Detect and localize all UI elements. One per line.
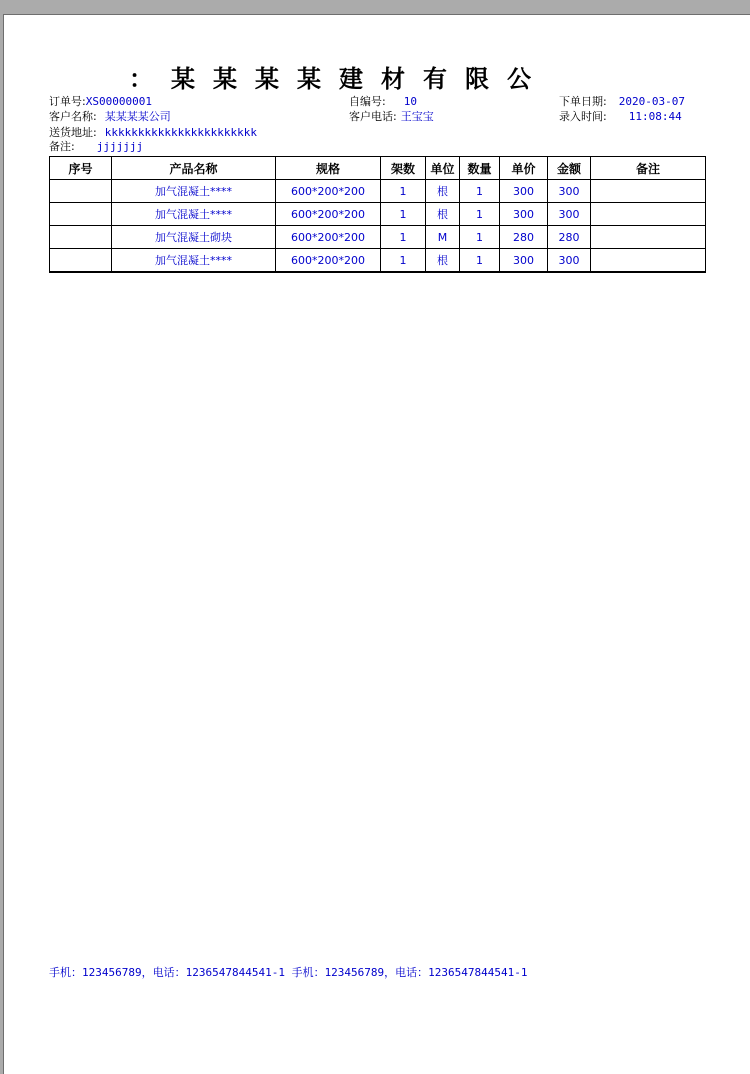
self-number-label: 自编号: xyxy=(349,95,386,108)
spec-cell: 600*200*200 xyxy=(276,180,381,203)
customer-name-label: 客户名称: xyxy=(49,110,97,123)
remark-cell xyxy=(591,226,706,249)
entry-time-value: 11:08:44 xyxy=(628,110,682,123)
entry-time-field xyxy=(559,110,682,124)
spec-cell: 600*200*200 xyxy=(276,249,381,273)
product-name-cell: 加气混凝土**** xyxy=(112,180,276,203)
order-date-value: 2020-03-07 xyxy=(618,95,685,108)
order-number-label: 订单号: xyxy=(49,95,86,108)
remark-value: jjjjjjj xyxy=(96,140,144,153)
unit-price-cell: 300 xyxy=(500,180,548,203)
rack-count-cell: 1 xyxy=(381,249,426,273)
delivery-address-label: 送货地址: xyxy=(49,126,97,139)
header-cell: 序号 xyxy=(50,157,112,180)
delivery-address-value: kkkkkkkkkkkkkkkkkkkkkkk xyxy=(104,126,258,139)
customer-name-field xyxy=(49,110,171,124)
order-items-table xyxy=(49,156,706,273)
product-name-cell: 加气混凝土**** xyxy=(112,203,276,226)
table-row xyxy=(50,180,706,203)
header-cell: 金额 xyxy=(548,157,591,180)
amount-cell: 300 xyxy=(548,180,591,203)
remark-cell xyxy=(591,203,706,226)
unit-cell: 根 xyxy=(426,180,460,203)
quantity-cell: 1 xyxy=(460,226,500,249)
spec-cell: 600*200*200 xyxy=(276,226,381,249)
remark-field xyxy=(49,140,143,154)
table-row xyxy=(50,203,706,226)
table-row xyxy=(50,249,706,273)
customer-phone-value: 王宝宝 xyxy=(400,110,434,123)
rack-count-cell: 1 xyxy=(381,180,426,203)
table-row xyxy=(50,226,706,249)
row-number-cell xyxy=(50,203,112,226)
table-header-row xyxy=(50,157,706,180)
amount-cell: 300 xyxy=(548,203,591,226)
header-cell: 备注 xyxy=(591,157,706,180)
quantity-cell: 1 xyxy=(460,203,500,226)
header-cell: 单价 xyxy=(500,157,548,180)
customer-phone-field xyxy=(349,110,434,124)
header-cell: 架数 xyxy=(381,157,426,180)
customer-name-value: 某某某某公司 xyxy=(104,110,171,123)
order-number-value: XS00000001 xyxy=(85,95,152,108)
header-cell: 数量 xyxy=(460,157,500,180)
remark-label: 备注: xyxy=(49,140,75,153)
product-name-cell: 加气混凝土**** xyxy=(112,249,276,273)
order-date-field xyxy=(559,95,685,109)
rack-count-cell: 1 xyxy=(381,226,426,249)
row-number-cell xyxy=(50,249,112,273)
quantity-cell: 1 xyxy=(460,249,500,273)
amount-cell: 280 xyxy=(548,226,591,249)
self-number-field xyxy=(349,95,417,109)
row-number-cell xyxy=(50,226,112,249)
footer-contact: 手机：123456789，电话：1236547844541-1 手机：123456789，电话：1236547844541-1 xyxy=(49,966,528,979)
order-date-label: 下单日期: xyxy=(559,95,607,108)
rack-count-cell: 1 xyxy=(381,203,426,226)
print-page xyxy=(3,14,750,1074)
remark-cell xyxy=(591,249,706,273)
order-number-field xyxy=(49,95,152,109)
remark-cell xyxy=(591,180,706,203)
entry-time-label: 录入时间: xyxy=(559,110,607,123)
unit-cell: 根 xyxy=(426,249,460,273)
unit-cell: 根 xyxy=(426,203,460,226)
unit-price-cell: 300 xyxy=(500,249,548,273)
spec-cell: 600*200*200 xyxy=(276,203,381,226)
unit-cell: M xyxy=(426,226,460,249)
amount-cell: 300 xyxy=(548,249,591,273)
unit-price-cell: 280 xyxy=(500,226,548,249)
product-name-cell: 加气混凝土砌块 xyxy=(112,226,276,249)
row-number-cell xyxy=(50,180,112,203)
delivery-address-field xyxy=(49,126,257,140)
header-cell: 单位 xyxy=(426,157,460,180)
customer-phone-label: 客户电话: xyxy=(349,110,397,123)
unit-price-cell: 300 xyxy=(500,203,548,226)
document-title: ：某某某某建材有限公 xyxy=(129,64,549,93)
self-number-value: 10 xyxy=(403,95,417,108)
header-cell: 规格 xyxy=(276,157,381,180)
header-cell: 产品名称 xyxy=(112,157,276,180)
quantity-cell: 1 xyxy=(460,180,500,203)
